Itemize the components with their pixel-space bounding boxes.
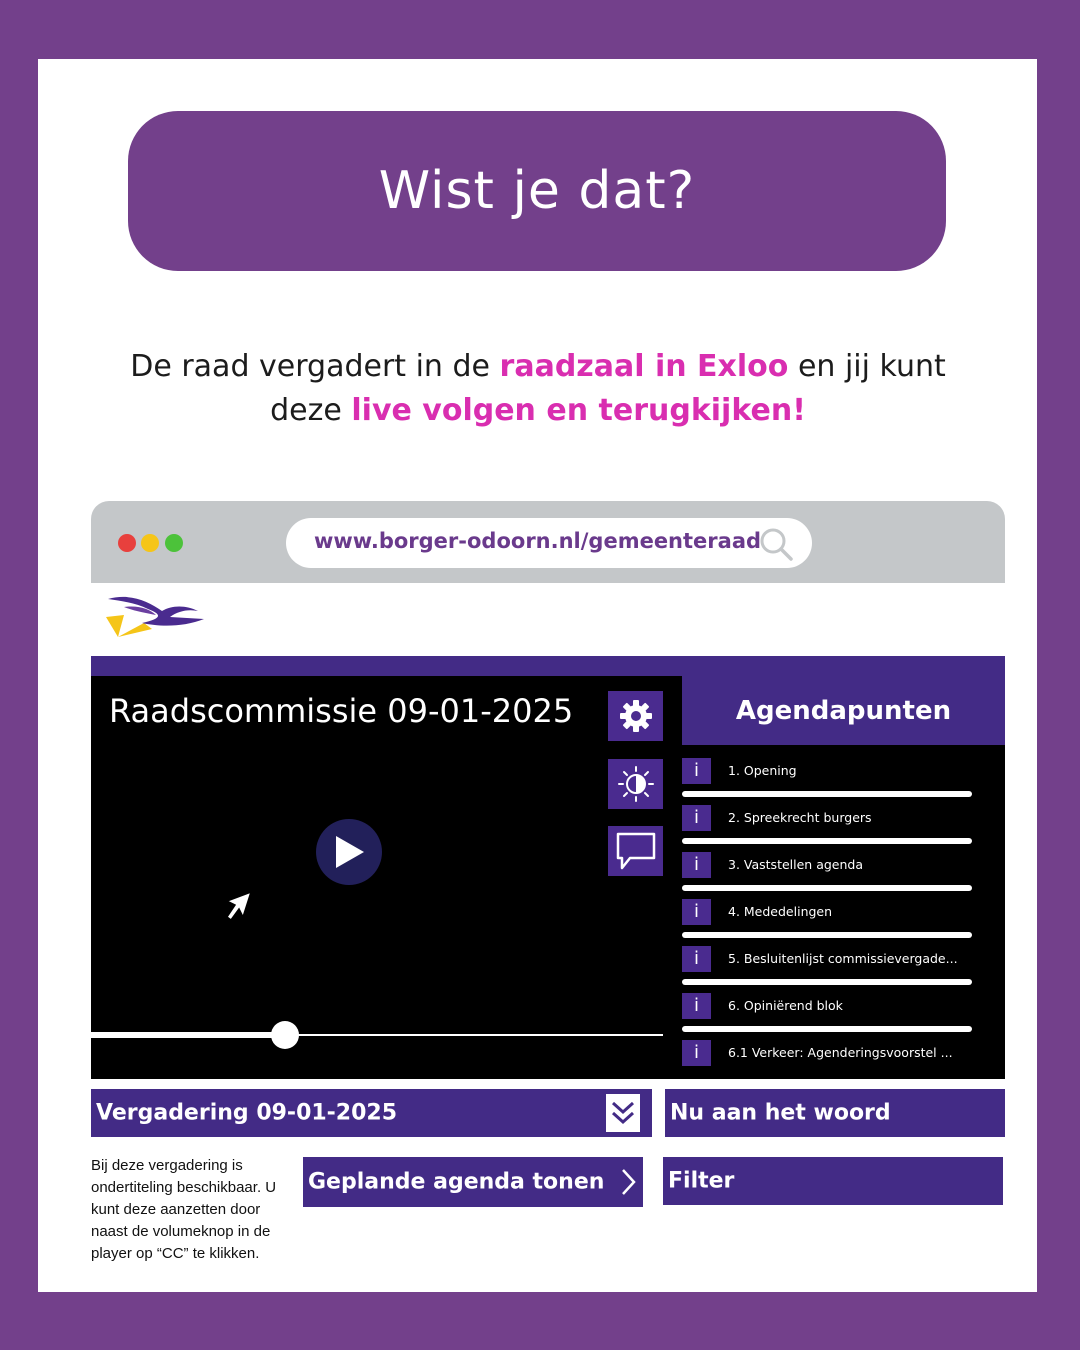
address-bar[interactable]: [286, 518, 812, 568]
agenda-item-bar: [682, 932, 972, 938]
agenda-item-label: 6. Opiniërend blok: [728, 998, 843, 1013]
agenda-item-bar: [682, 979, 972, 985]
expand-button[interactable]: [606, 1094, 640, 1132]
video-title: Raadscommissie 09-01-2025: [109, 692, 574, 730]
intro-highlight-2: live volgen en terugkijken!: [351, 393, 806, 428]
agenda-item[interactable]: [682, 852, 1005, 899]
filter-label: Filter: [668, 1168, 735, 1194]
info-icon[interactable]: i: [682, 993, 711, 1019]
play-button[interactable]: [316, 819, 382, 885]
mouse-cursor-icon: [221, 889, 255, 923]
municipality-logo: [104, 593, 208, 641]
progress-handle[interactable]: [271, 1021, 299, 1049]
chat-icon: [614, 830, 658, 872]
maximize-window-dot[interactable]: [165, 534, 183, 552]
title-banner: [128, 111, 946, 271]
close-window-dot[interactable]: [118, 534, 136, 552]
page-title: Wist je dat?: [378, 161, 696, 221]
now-speaking-label: Nu aan het woord: [670, 1100, 891, 1126]
intro-part-1: De raad vergadert in de: [130, 349, 500, 384]
card: [38, 59, 1037, 1292]
agenda-header: [682, 676, 1005, 745]
planned-agenda-label: Geplande agenda tonen: [308, 1169, 605, 1195]
browser-bar: [91, 501, 1005, 583]
agenda-item-label: 4. Mededelingen: [728, 904, 833, 919]
filter-button[interactable]: [663, 1157, 1003, 1205]
agenda-item[interactable]: [682, 805, 1005, 852]
agenda-item-bar: [682, 1026, 972, 1032]
info-icon[interactable]: i: [682, 1040, 711, 1066]
agenda-item[interactable]: [682, 758, 1005, 805]
info-icon[interactable]: i: [682, 805, 711, 831]
agenda-item[interactable]: [682, 993, 1005, 1040]
now-speaking-button[interactable]: [665, 1089, 1005, 1137]
agenda-item-label: 2. Spreekrecht burgers: [728, 810, 872, 825]
agenda-item-label: 5. Besluitenlijst commissievergade...: [728, 951, 958, 966]
agenda-item-label: 1. Opening: [728, 763, 797, 778]
agenda-list: [682, 758, 1005, 1087]
intro-text: [98, 345, 978, 433]
search-icon[interactable]: [758, 526, 794, 562]
agenda-item-label: 6.1 Verkeer: Agenderingsvoorstel ...: [728, 1045, 953, 1060]
planned-agenda-button[interactable]: [303, 1157, 643, 1207]
agenda-item[interactable]: [682, 946, 1005, 993]
agenda-item-bar: [682, 838, 972, 844]
settings-button[interactable]: [608, 691, 663, 741]
play-icon: [332, 834, 366, 870]
brightness-button[interactable]: [608, 759, 663, 809]
info-icon[interactable]: i: [682, 946, 711, 972]
subtitles-note: Bij deze vergadering is ondertiteling beschikbaar. U kunt deze aanzetten door naast de volumeknop in de player op “CC” te klikken.: [91, 1157, 277, 1262]
chat-button[interactable]: [608, 826, 663, 876]
url-text: www.borger-odoorn.nl/gemeenteraad: [314, 529, 762, 553]
brightness-icon: [617, 765, 655, 803]
agenda-header-label: Agendapunten: [735, 695, 952, 726]
intro-part-2: en jij kunt deze: [270, 349, 946, 428]
gear-icon: [618, 698, 654, 734]
progress-fill: [91, 1032, 285, 1038]
meeting-selector-label: Vergadering 09-01-2025: [96, 1100, 398, 1126]
agenda-item-bar: [682, 885, 972, 891]
player-top-strip: [91, 656, 1005, 676]
meeting-selector[interactable]: [91, 1089, 652, 1137]
agenda-item-bar: [682, 791, 972, 797]
minimize-window-dot[interactable]: [141, 534, 159, 552]
info-icon[interactable]: i: [682, 852, 711, 878]
double-chevron-down-icon: [610, 1099, 636, 1127]
chevron-right-icon: [619, 1168, 637, 1196]
agenda-item-label: 3. Vaststellen agenda: [728, 857, 863, 872]
agenda-item[interactable]: [682, 899, 1005, 946]
intro-highlight-1: raadzaal in Exloo: [499, 349, 789, 384]
agenda-item[interactable]: [682, 1040, 1005, 1087]
video-player[interactable]: [91, 676, 1005, 1079]
info-icon[interactable]: i: [682, 758, 711, 784]
info-icon[interactable]: i: [682, 899, 711, 925]
